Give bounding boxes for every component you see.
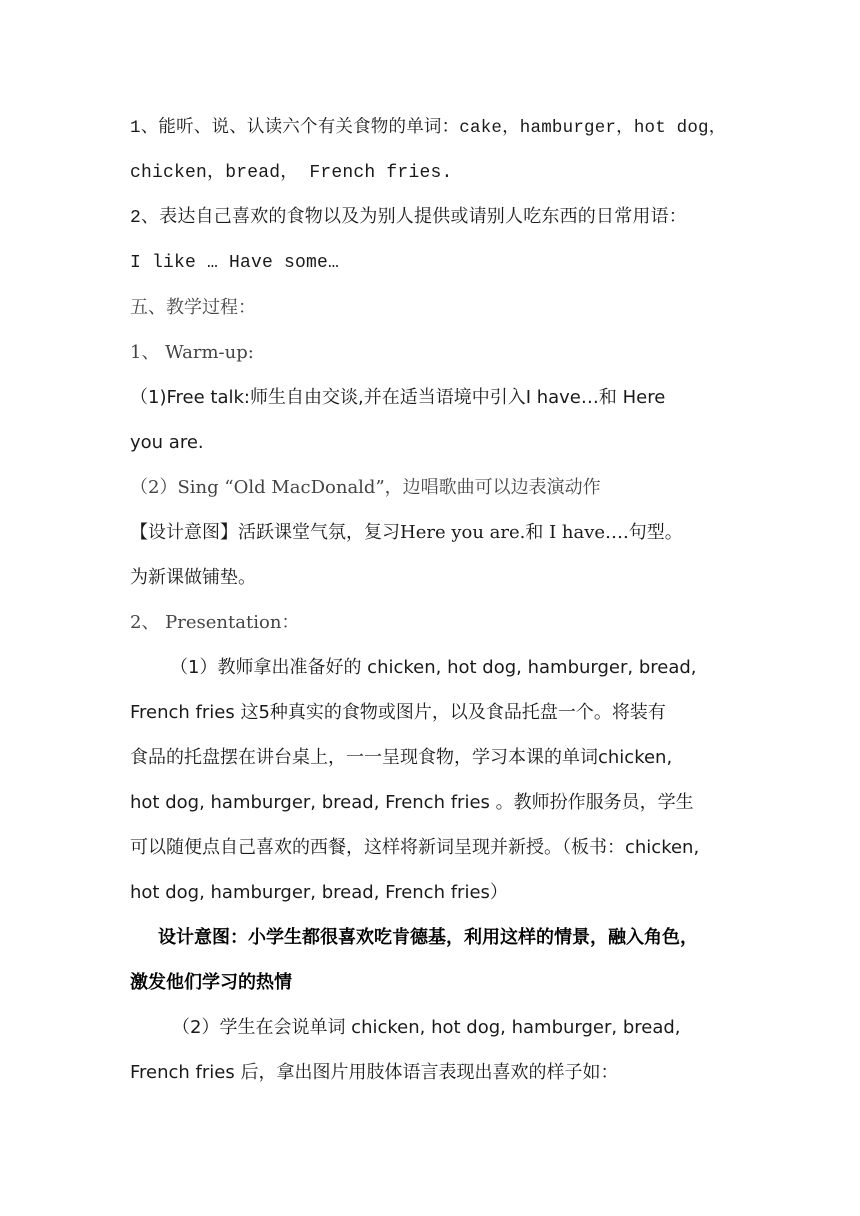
presentation-paragraph-line-4: hot dog, hamburger, bread, French fries 。教师扮作服务员，学生 bbox=[130, 792, 694, 813]
objective-1-line-1: 1、能听、说、认读六个有关食物的单词：cake，hamburger，hot dog， bbox=[130, 118, 727, 138]
design-intent-2-line-1: 设计意图：小学生都很喜欢吃肯德基，利用这样的情景，融入角色， bbox=[158, 927, 698, 948]
step-1-heading: 1、 Warm-up: bbox=[130, 342, 254, 363]
presentation-paragraph-line-3: 食品的托盘摆在讲台桌上，一一呈现食物，学习本课的单词chicken, bbox=[130, 747, 673, 768]
design-intent-2-line-2: 激发他们学习的热情 bbox=[130, 972, 292, 993]
presentation-paragraph-line-6: hot dog, hamburger, bread, French fries） bbox=[130, 882, 508, 903]
presentation-paragraph-line-2: French fries 这5种真实的食物或图片，以及食品托盘一个。将装有 bbox=[130, 702, 666, 723]
objective-1-line-2: chicken，bread， French fries. bbox=[130, 163, 453, 183]
design-intent-1-line-1: 【设计意图】活跃课堂气氛，复习Here you are.和 I have….句型。 bbox=[130, 522, 683, 543]
sing-activity-line: （2）Sing “Old MacDonald”，边唱歌曲可以边表演动作 bbox=[130, 477, 601, 498]
activity-2-line-2: French fries 后，拿出图片用肢体语言表现出喜欢的样子如： bbox=[130, 1062, 619, 1083]
activity-2-line-1: （2）学生在会说单词 chicken, hot dog, hamburger, bread, bbox=[172, 1017, 681, 1038]
design-intent-1-line-2: 为新课做铺垫。 bbox=[130, 567, 256, 588]
presentation-paragraph-line-5: 可以随便点自己喜欢的西餐，这样将新词呈现并新授。（板书：chicken, bbox=[130, 837, 700, 858]
presentation-paragraph-line-1: （1）教师拿出准备好的 chicken, hot dog, hamburger, bread, bbox=[170, 657, 697, 678]
step-2-heading: 2、 Presentation： bbox=[130, 612, 300, 633]
objective-2-line-1: 2、表达自己喜欢的食物以及为别人提供或请别人吃东西的日常用语： bbox=[130, 208, 687, 228]
objective-2-line-2: I like … Have some… bbox=[130, 253, 340, 273]
free-talk-line-1: （1)Free talk:师生自由交谈,并在适当语境中引入I have…和 Here bbox=[130, 387, 666, 408]
free-talk-line-2: you are. bbox=[130, 432, 204, 453]
section-heading-teaching-process: 五、教学过程： bbox=[130, 297, 256, 318]
